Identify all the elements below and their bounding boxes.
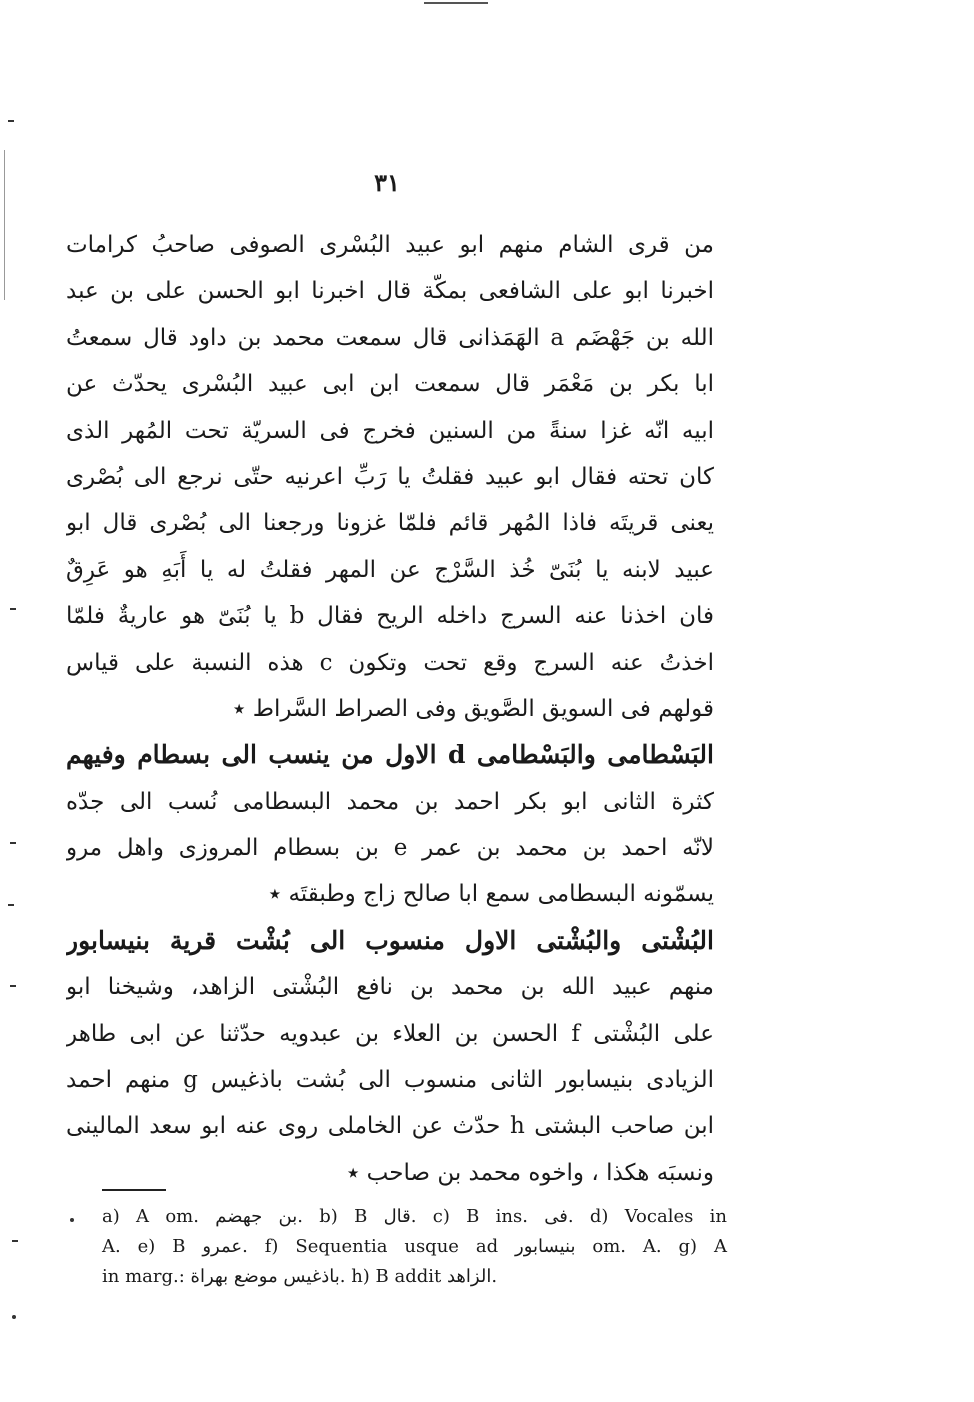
text-line: من قرى الشام منهم ابو عبيد البُسْرى الصوفى صاحبُ كرامات [66, 232, 714, 258]
entry-heading-line: البَسْطامى والبَسْطامى d الاول من ينسب الى بسطام وفيهم [66, 740, 714, 770]
edge-mark [10, 842, 16, 844]
edge-dot [70, 1218, 74, 1222]
top-rule [424, 2, 488, 4]
text-line: يسمّونه البسطامى سمع ابا صالح زاج وطبقتَه ٭ [268, 881, 714, 908]
text-line: عبيد لابنه يا بُنَىّ خُذ السَّرْج عن المهر فقلتُ له يا أَبَهِ هو عَرِقٌ [66, 556, 714, 583]
entry-heading-line: البُشْتى والبُشْتى الاول منسوب الى بُشْت قرية بنيسابور [66, 925, 714, 955]
text-line: اخبرنا ابو على الشافعى بمكّة قال اخبرنا ابو الحسن على بن عبد [66, 278, 714, 305]
main-text [66, 222, 714, 1196]
text-line: ابا بكر بن مَعْمَر قال سمعت ابن ابى عبيد البُسْرى يحدّث عن [66, 371, 714, 398]
text-line: الزيادى بنيسابور الثانى منسوب الى بُشت باذغيس g منهم احمد [66, 1067, 714, 1094]
edge-mark [12, 1240, 18, 1242]
edge-mark [8, 904, 14, 906]
edge-mark [10, 608, 16, 610]
text-line: اخذتُ عنه السرج وقع تحت وتكون c هذه النسبة على قياس [66, 649, 714, 676]
text-line: لانّه احمد بن محمد بن عمر e بن بسطام المروزى واهل مرو [66, 835, 714, 862]
text-line: يعنى قريتَه فاذا المُهر قائم فلمّا غزونا ورجعنا الى بُصْرى قال ابو [66, 510, 714, 537]
text-line: ابيه انّه غزا سنةً من السنين فخرج فى السريّة تحت المُهر الذى [66, 417, 714, 444]
text-line: كان تحته فقال ابو عبيد فقلتُ يا رَبِّ اعرنيه حتّى نرجع الى بُصْرى [66, 463, 714, 490]
text-line: كثرة الثانى ابو بكر احمد بن محمد البسطامى نُسب الى جدّه [66, 788, 714, 815]
text-line: منهم عبيد الله بن محمد بن نافع البُشْتى الزاهد، وشيخنا ابو [66, 974, 714, 1001]
page-edge-rule [4, 150, 5, 300]
footnote-line: A. e) B عمرو. f) Sequentia usque ad بنيسابور om. A. g) A [102, 1236, 727, 1257]
edge-dot [12, 1315, 16, 1319]
page-number: ٣١ [374, 168, 400, 197]
footnote-line: a) A om. بن جهضم. b) B قال. c) B ins. فى. d) Vocales in [102, 1206, 727, 1227]
text-line: قولهم فى السويق الصَّويق وفى الصراط السَّراط ٭ [232, 695, 714, 722]
footnotes [102, 1202, 727, 1292]
text-line: فان اخذنا عنه السرج داخله الريح فقال b يا بُنَىّ هو عاريةٌ فلمّا [66, 603, 714, 630]
edge-mark [8, 120, 14, 122]
edge-mark [10, 985, 16, 987]
text-line: على البُشْتى f الحسن بن العلاء بن عبدويه حدّثنا عن ابى طاهر [66, 1020, 714, 1047]
footnote-rule [102, 1189, 166, 1191]
footnote-line: in marg.: باذغيس موضع بهراة. h) B addit الزاهد. [102, 1266, 498, 1287]
text-line: ابن صاحب البشتى h حدّث عن الخاملى روى عنه ابو سعد المالينى [66, 1113, 714, 1140]
text-line: ونسبَه هكذا ، واخوه محمد بن صاحب ٭ [346, 1159, 714, 1186]
text-line: الله بن جَهْضَم a الهَمَذانى قال سمعت محمد بن داود قال سمعتُ [66, 324, 714, 351]
